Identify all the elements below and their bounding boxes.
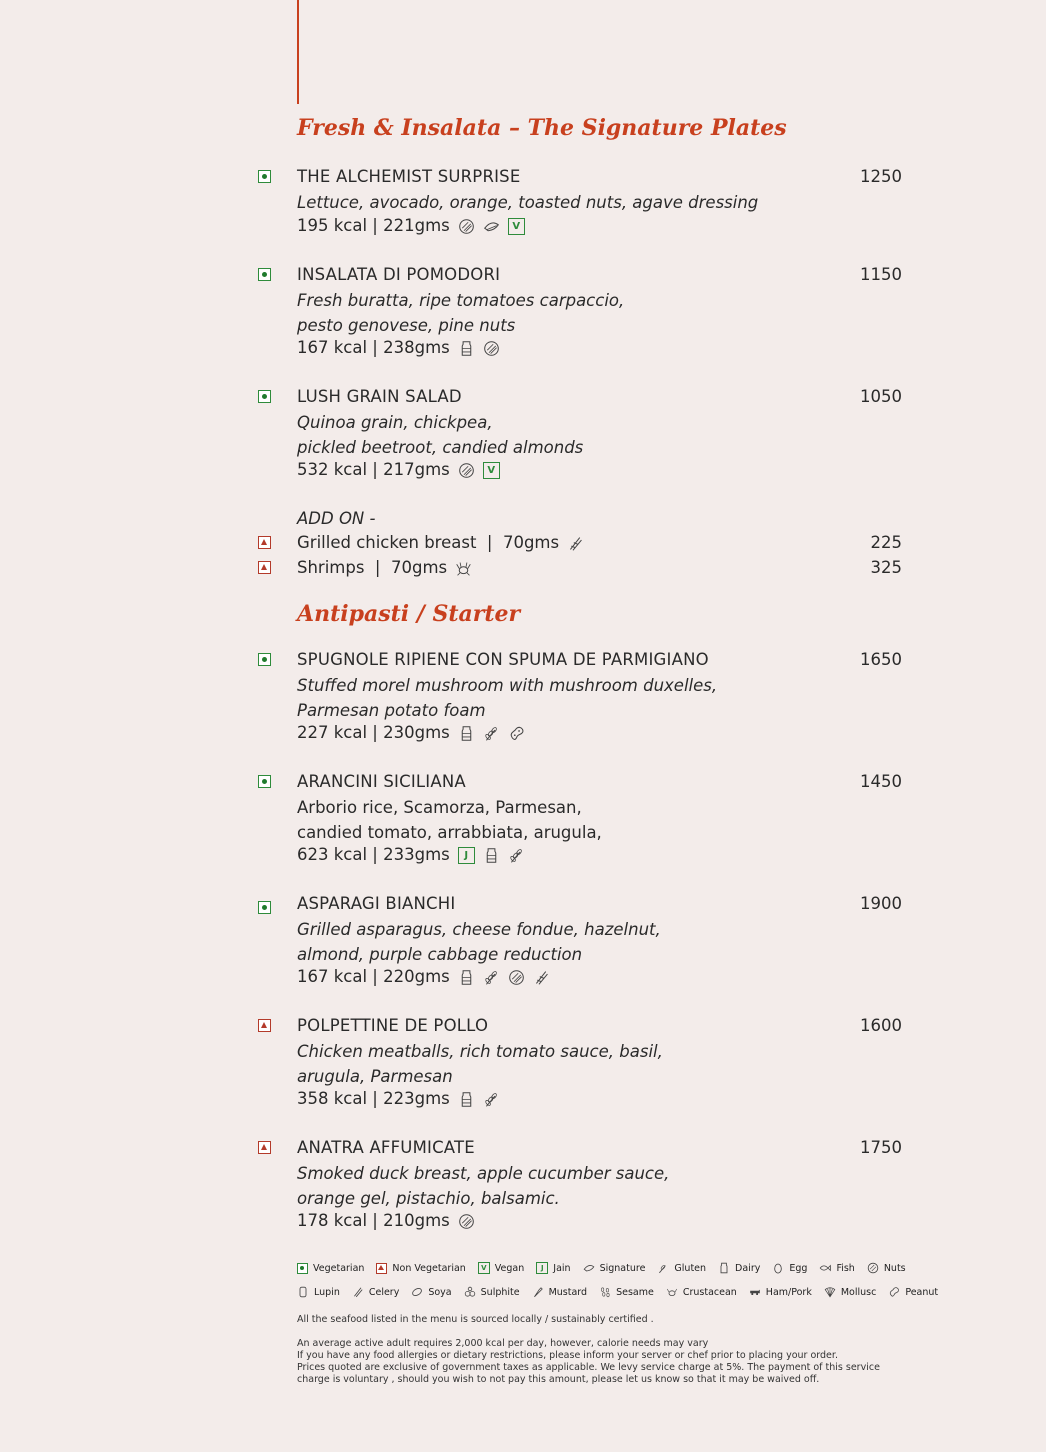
- legend-item: [819, 1262, 854, 1274]
- item-price: 1600: [860, 1016, 902, 1035]
- sesame-icon: [599, 1286, 611, 1298]
- legend-item: [657, 1262, 706, 1274]
- legend-label: Jain: [553, 1262, 571, 1274]
- dairy-icon: [718, 1262, 730, 1274]
- legend-label: Dairy: [735, 1262, 761, 1274]
- nuts-icon: [458, 1213, 475, 1230]
- ham-icon: [749, 1286, 761, 1298]
- legend-item: [532, 1286, 587, 1298]
- decorative-rule: [297, 0, 299, 104]
- item-description: Arborio rice, Scamorza, Parmesan,: [297, 798, 582, 817]
- legend-item: [824, 1286, 876, 1298]
- item-kcal-weight: 227 kcal | 230gms: [297, 723, 450, 742]
- gluten-icon: [657, 1262, 669, 1274]
- vegan-icon: V: [478, 1262, 490, 1274]
- legend-label: Vegetarian: [313, 1262, 365, 1274]
- item-description: arugula, Parmesan: [297, 1066, 453, 1086]
- legend-item: [772, 1262, 807, 1274]
- legend-label: Vegan: [494, 1262, 525, 1274]
- signature-icon: [583, 1262, 595, 1274]
- non-vegetarian-mark: [258, 536, 271, 549]
- item-description: candied tomato, arrabbiata, arugula,: [297, 822, 602, 842]
- nuts-icon: [508, 969, 525, 986]
- addon-item: [258, 533, 904, 553]
- legend-item: [297, 1263, 364, 1274]
- item-kcal-weight: 167 kcal | 238gms: [297, 338, 450, 357]
- vegetarian-mark: [258, 268, 271, 281]
- gluten-icon: [483, 1091, 500, 1108]
- dairy-icon: [458, 969, 475, 986]
- legend-item: [297, 1286, 340, 1298]
- vegan-icon: V: [508, 218, 525, 235]
- item-kcal-weight: 178 kcal | 210gms: [297, 1211, 450, 1230]
- mustard-icon: [532, 1286, 544, 1298]
- item-kcal-weight: 167 kcal | 220gms: [297, 967, 450, 986]
- item-description: pesto genovese, pine nuts: [297, 315, 516, 335]
- vegetarian-mark: [258, 775, 271, 788]
- vegetarian-mark: [258, 653, 271, 666]
- item-description: Stuffed morel mushroom with mushroom duxelles,: [297, 676, 718, 695]
- legend-item: [478, 1262, 524, 1274]
- legend-label: Mustard: [548, 1286, 588, 1298]
- non-vegetarian-mark: [258, 561, 271, 574]
- jain-icon: J: [536, 1262, 548, 1274]
- addon-text: [297, 558, 472, 578]
- peanut-icon: [888, 1286, 900, 1298]
- legend-item: [536, 1262, 570, 1274]
- footnote-line: charge is voluntary , should you wish to not pay this amount, please let us know so that it may be waived off.: [297, 1374, 820, 1385]
- item-description: Fresh buratta, ripe tomatoes carpaccio,: [297, 291, 625, 310]
- legend-label: Mollusc: [840, 1286, 877, 1298]
- soya-icon: [411, 1286, 423, 1298]
- dairy-icon: [458, 1091, 475, 1108]
- item-meta: [297, 216, 525, 236]
- item-price: 1050: [860, 387, 902, 406]
- allergen-legend-row: [297, 1286, 950, 1298]
- item-description: almond, purple cabbage reduction: [297, 944, 583, 964]
- legend-item: [583, 1262, 646, 1274]
- legend-item: [352, 1286, 400, 1298]
- item-kcal-weight: 358 kcal | 223gms: [297, 1089, 450, 1108]
- fish-icon: [819, 1262, 831, 1274]
- item-meta: [297, 845, 525, 865]
- item-description: Chicken meatballs, rich tomato sauce, basil,: [297, 1042, 663, 1061]
- section-title-fresh-insalata: Fresh & Insalata – The Signature Plates: [297, 115, 787, 141]
- item-name: ANATRA AFFUMICATE: [297, 1138, 475, 1157]
- item-description: Quinoa grain, chickpea,: [297, 413, 493, 432]
- addon-label: ADD ON -: [297, 509, 376, 528]
- item-name: SPUGNOLE RIPIENE CON SPUMA DE PARMIGIANO: [297, 650, 709, 669]
- legend-item: [376, 1263, 465, 1274]
- peanut-icon: [508, 725, 525, 742]
- item-meta: [297, 1211, 475, 1231]
- celery-icon: [533, 969, 550, 986]
- non-vegetarian-mark: [376, 1263, 387, 1274]
- addon-item: [258, 558, 904, 578]
- non-vegetarian-mark: [258, 1141, 271, 1154]
- item-description: pickled beetroot, candied almonds: [297, 437, 584, 457]
- legend-label: Fish: [836, 1262, 855, 1274]
- legend-label: Sulphite: [480, 1286, 520, 1298]
- item-kcal-weight: 532 kcal | 217gms: [297, 460, 450, 479]
- legend-label: Nuts: [883, 1262, 906, 1274]
- legend-label: Soya: [428, 1286, 452, 1298]
- legend-label: Ham/Pork: [765, 1286, 812, 1298]
- legend-item: [411, 1286, 451, 1298]
- dairy-icon: [483, 847, 500, 864]
- legend-item: [888, 1286, 938, 1298]
- vegetarian-mark: [297, 1263, 308, 1274]
- lupin-icon: [297, 1286, 309, 1298]
- item-meta: [297, 723, 525, 743]
- legend-label: Signature: [599, 1262, 646, 1274]
- nuts-icon: [867, 1262, 879, 1274]
- legend-item: [867, 1262, 906, 1274]
- gluten-icon: [483, 725, 500, 742]
- section-title-antipasti: Antipasti / Starter: [297, 601, 521, 627]
- signature-icon: [483, 218, 500, 235]
- vegetarian-mark: [258, 901, 271, 914]
- addon-price: 225: [870, 533, 902, 552]
- item-name: ASPARAGI BIANCHI: [297, 894, 456, 913]
- item-price: 1250: [860, 167, 902, 186]
- item-description: Grilled asparagus, cheese fondue, hazelnut,: [297, 920, 661, 939]
- nuts-icon: [458, 462, 475, 479]
- item-meta: [297, 338, 500, 358]
- mollusc-icon: [824, 1286, 836, 1298]
- item-price: 1750: [860, 1138, 902, 1157]
- item-name: THE ALCHEMIST SURPRISE: [297, 167, 521, 186]
- item-price: 1150: [860, 265, 902, 284]
- item-kcal-weight: 623 kcal | 233gms: [297, 845, 450, 864]
- vegetarian-mark: [258, 170, 271, 183]
- gluten-icon: [483, 969, 500, 986]
- item-description: orange gel, pistachio, balsamic.: [297, 1188, 560, 1208]
- crustacean-icon: [455, 560, 472, 577]
- legend-label: Celery: [368, 1286, 400, 1298]
- addon-name: Shrimps | 70gms: [297, 558, 448, 577]
- footnote-line: An average active adult requires 2,000 kcal per day, however, calorie needs may vary: [297, 1338, 709, 1349]
- item-name: INSALATA DI POMODORI: [297, 265, 501, 284]
- vegetarian-mark: [258, 390, 271, 403]
- legend-label: Sesame: [616, 1286, 654, 1298]
- legend-item: [718, 1262, 760, 1274]
- addon-price: 325: [870, 558, 902, 577]
- footnote-line: If you have any food allergies or dietary restrictions, please inform your server or chef prior to placing your order.: [297, 1350, 838, 1361]
- gluten-icon: [508, 847, 525, 864]
- egg-icon: [772, 1262, 784, 1274]
- dairy-icon: [458, 340, 475, 357]
- item-price: 1650: [860, 650, 902, 669]
- item-name: POLPETTINE DE POLLO: [297, 1016, 489, 1035]
- non-vegetarian-mark: [258, 1019, 271, 1032]
- crustacean-icon: [666, 1286, 678, 1298]
- sulphite-icon: [464, 1286, 476, 1298]
- item-description: Parmesan potato foam: [297, 700, 486, 720]
- nuts-icon: [458, 218, 475, 235]
- item-name: LUSH GRAIN SALAD: [297, 387, 462, 406]
- legend-label: Peanut: [905, 1286, 939, 1298]
- legend-item: [464, 1286, 520, 1298]
- item-meta: [297, 967, 550, 987]
- item-name: ARANCINI SICILIANA: [297, 772, 466, 791]
- celery-icon: [352, 1286, 364, 1298]
- item-price: 1900: [860, 894, 902, 913]
- allergen-legend-row: [297, 1262, 918, 1274]
- dairy-icon: [458, 725, 475, 742]
- footnote-line: Prices quoted are exclusive of government taxes as applicable. We levy service charge at 5%. The payment of this service: [297, 1362, 880, 1373]
- legend-item: [599, 1286, 654, 1298]
- legend-label: Gluten: [674, 1262, 707, 1274]
- addon-name: Grilled chicken breast | 70gms: [297, 533, 560, 552]
- item-description: Smoked duck breast, apple cucumber sauce,: [297, 1164, 670, 1183]
- addon-text: [297, 533, 584, 553]
- legend-label: Non Vegetarian: [392, 1262, 466, 1274]
- item-kcal-weight: 195 kcal | 221gms: [297, 216, 450, 235]
- nuts-icon: [483, 340, 500, 357]
- legend-label: Egg: [789, 1262, 808, 1274]
- legend-item: [666, 1286, 737, 1298]
- celery-icon: [567, 535, 584, 552]
- item-meta: [297, 1089, 500, 1109]
- seafood-note: All the seafood listed in the menu is sourced locally / sustainably certified .: [297, 1314, 654, 1325]
- item-description: Lettuce, avocado, orange, toasted nuts, agave dressing: [297, 193, 759, 212]
- jain-icon: J: [458, 847, 475, 864]
- item-meta: [297, 460, 500, 480]
- legend-item: [749, 1286, 812, 1298]
- legend-label: Crustacean: [682, 1286, 737, 1298]
- item-price: 1450: [860, 772, 902, 791]
- vegan-icon: V: [483, 462, 500, 479]
- legend-label: Lupin: [314, 1286, 340, 1298]
